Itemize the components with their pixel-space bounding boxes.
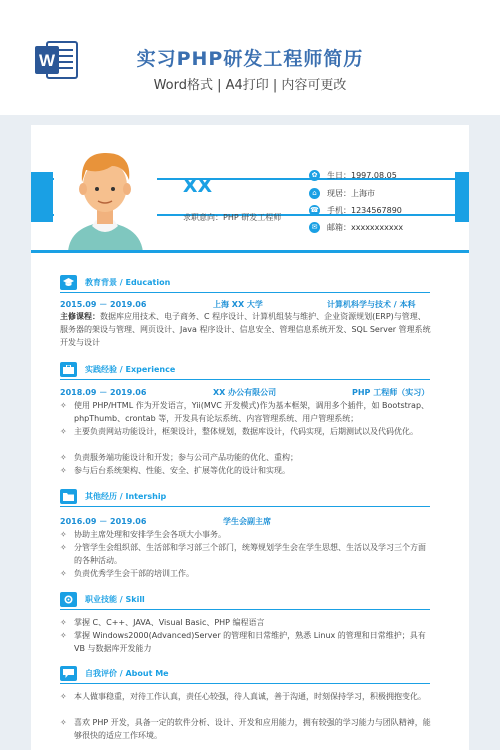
internship-role: 学生会副主席 [223, 517, 271, 526]
section-internship-header [60, 489, 430, 507]
list-item: ✧ 分管学生会组织部、生活部和学习部三个部门，统筹规划学生会在学生思想、生活以及学习三个方面的各种活动。 [60, 542, 432, 568]
info-birth: ✿ 生日：1997.08.05 [309, 170, 397, 181]
list-item: ✧ 参与后台系统架构、性能、安全、扩展等优化的设计和实现。 [60, 465, 432, 478]
chat-icon [60, 666, 77, 681]
avatar [54, 144, 157, 252]
email-icon: ✉ [309, 222, 320, 233]
internship-period: 2016.09 － 2019.06 [60, 517, 147, 526]
education-courses [60, 311, 432, 349]
top-banner [0, 0, 500, 115]
list-item: ✧ 协助主席处理和安排学生会各项大小事务。 [60, 529, 432, 542]
candidate-name: XX [182, 175, 213, 197]
courses-label: 主修课程： [60, 312, 100, 321]
experience-role: PHP 工程师（实习） [352, 388, 430, 397]
list-item: ✧ 使用 PHP/HTML 作为开发语言，Yii(MVC 开发模式)作为基本框架，调用多个插件，如 Bootstrap、phpThumb、crontab 等，开发具有论坛系统、内容管理系统、用户管理系统； [60, 400, 432, 426]
header-band-left [31, 172, 53, 222]
list-item: ✧ 负责服务端功能设计和开发；参与公司产品功能的优化、重构； [60, 452, 432, 465]
info-email: ✉ 邮箱：xxxxxxxxxxx [309, 222, 403, 233]
experience-period: 2018.09 － 2019.06 [60, 388, 147, 397]
header-bottom-rule [31, 250, 469, 253]
section-skill-title: 职业技能 / Skill [85, 595, 145, 604]
section-divider [60, 609, 430, 610]
section-divider [60, 506, 430, 507]
phone-icon: ☎ [310, 206, 319, 214]
list-item: ✧ 掌握 Windows2000(Advanced)Server 的管理和日常维护，熟悉 Linux 的管理和日常维护；具有 VB 与数据库开发能力 [60, 630, 432, 656]
folder-icon [60, 489, 77, 504]
header-band-right [455, 172, 469, 222]
section-divider [60, 292, 430, 293]
banner-subtitle: Word格式 | A4打印 | 内容可更改 [153, 78, 347, 93]
list-item: ✧ 主要负责网站功能设计，框架设计，整体规划，数据库设计，代码实现，后期测试以及代码优化。 [60, 426, 432, 439]
section-divider [60, 379, 430, 380]
list-item: ✧ 喜欢 PHP 开发，具备一定的软件分析、设计、开发和应用能力，拥有较强的学习能力与团队精神，能够很快的适应工作环境。 [60, 717, 432, 743]
education-school: 上海 XX 大学 [213, 300, 263, 309]
section-divider [60, 683, 430, 684]
section-internship-title: 其他经历 / Intership [85, 492, 167, 501]
education-icon [60, 275, 77, 290]
section-experience-title: 实践经验 / Experience [85, 365, 176, 374]
section-about-header [60, 666, 430, 684]
list-item: ✧ 负责优秀学生会干部的培训工作。 [60, 568, 432, 581]
location-icon: ⌂ [309, 188, 320, 199]
list-item: ✧ 本人做事稳重，对待工作认真，责任心较强，待人真诚，善于沟通，时刻保持学习，积极拥抱变化。 [60, 691, 432, 704]
education-major: 计算机科学与技术 / 本科 [327, 300, 416, 309]
word-icon-letter: W [38, 51, 56, 70]
section-skill-header [60, 592, 430, 610]
job-intent: 求职意向：PHP 研发工程师 [183, 213, 282, 222]
section-about-title: 自我评价 / About Me [85, 669, 169, 678]
experience-company: XX 办公有限公司 [213, 388, 277, 397]
section-experience-header [60, 362, 430, 380]
banner-title: 实习PHP研发工程师简历 [136, 48, 364, 70]
experience-icon [60, 362, 77, 377]
section-education-title: 教育背景 / Education [85, 278, 171, 287]
courses-text: 数据库应用技术、电子商务、C 程序设计、计算机组装与维护、企业资源规划(ERP)与管理、服务器的架设与管理、网页设计、Java 程序设计、信息安全、管理信息系统开发、SQL Server 管理系统开发与设计 [60, 312, 431, 347]
gear-icon [60, 592, 77, 607]
info-residence: ⌂ 现居：上海市 [309, 188, 375, 199]
list-item: ✧ 掌握 C、C++、JAVA、Visual Basic、PHP 编程语言 [60, 617, 432, 630]
section-education-header [60, 275, 430, 293]
education-period: 2015.09 － 2019.06 [60, 300, 147, 309]
info-phone: ☎ 手机：1234567890 [310, 206, 402, 215]
birthday-icon: ✿ [309, 170, 320, 181]
